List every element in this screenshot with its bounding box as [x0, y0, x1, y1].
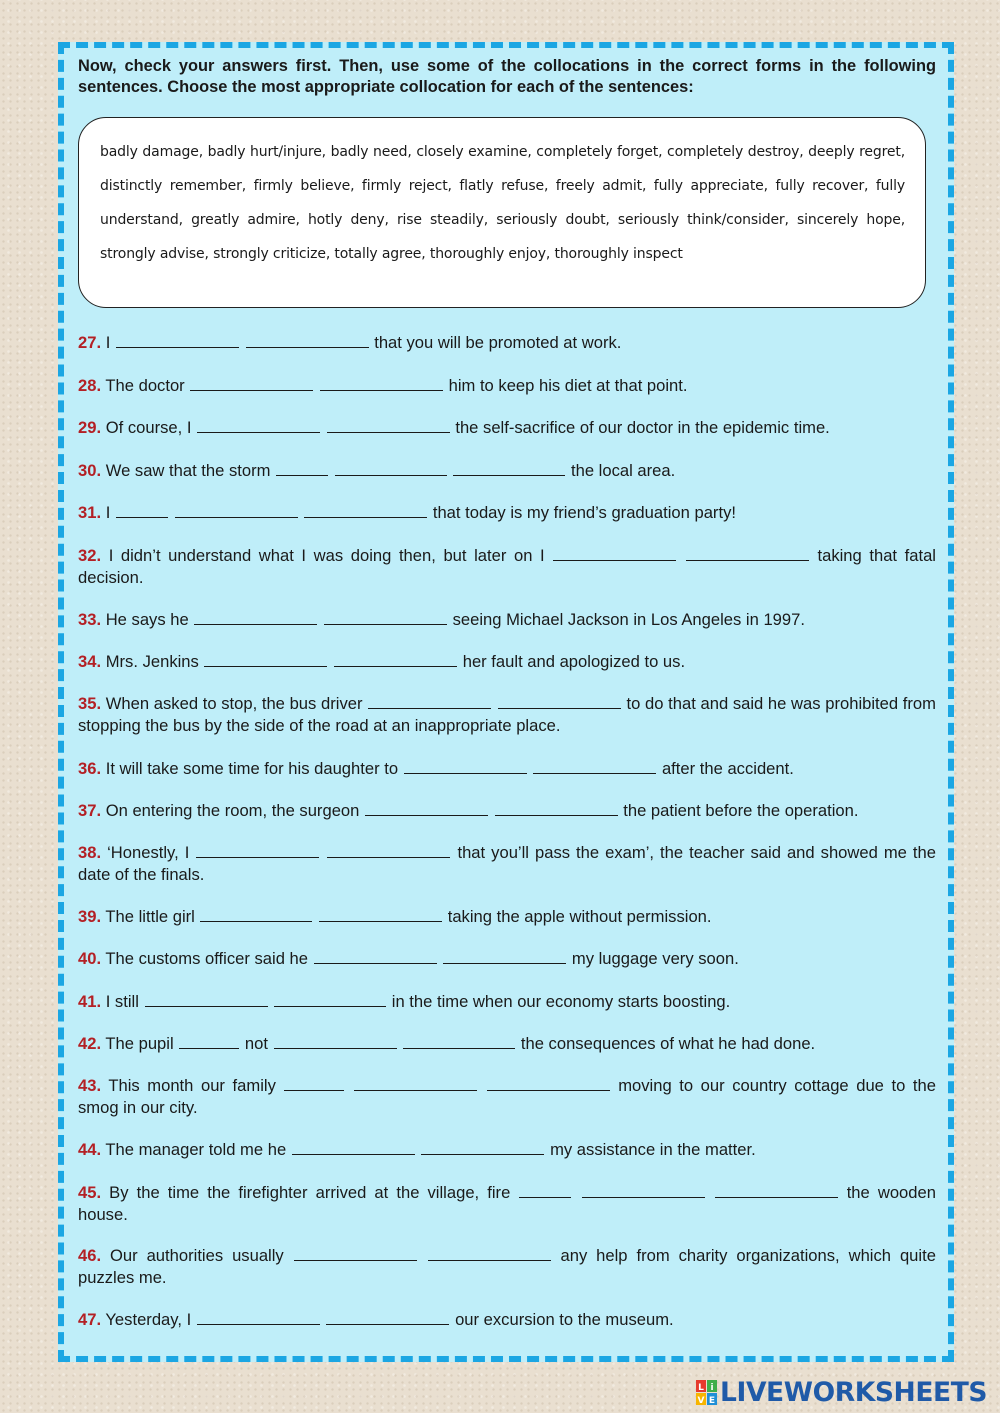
- question-38: [78, 841, 936, 885]
- answer-blank[interactable]: [194, 608, 317, 625]
- question-text: in the time when our economy starts boosting.: [391, 992, 731, 1011]
- question-text: The doctor: [105, 376, 185, 395]
- question-37: [78, 799, 936, 822]
- answer-blank[interactable]: [284, 1074, 344, 1091]
- question-text: I: [105, 333, 111, 352]
- logo-letter: E: [708, 1396, 716, 1406]
- answer-blank[interactable]: [428, 1244, 551, 1261]
- answer-blank[interactable]: [498, 692, 621, 709]
- answer-blank[interactable]: [715, 1181, 838, 1198]
- question-number: 39.: [78, 907, 102, 926]
- question-text: The manager told me he: [105, 1140, 287, 1159]
- question-number: 30.: [78, 461, 102, 480]
- question-text: The customs officer said he: [105, 949, 308, 968]
- question-text: the local area.: [570, 461, 676, 480]
- question-number: 33.: [78, 610, 102, 629]
- question-text: By the time the firefighter arrived at the village, fire: [109, 1183, 511, 1202]
- question-text: The little girl: [105, 907, 195, 926]
- answer-blank[interactable]: [324, 608, 447, 625]
- answer-blank[interactable]: [582, 1181, 705, 1198]
- question-text: after the accident.: [661, 759, 794, 778]
- question-number: 36.: [78, 759, 102, 778]
- question-text: On entering the room, the surgeon: [105, 801, 360, 820]
- answer-blank[interactable]: [116, 501, 168, 518]
- question-35: [78, 692, 936, 736]
- question-text: to do that and said he was prohibited from stopping the bus by the side of the road at an inappropriate place.: [78, 694, 936, 735]
- question-text: the patient before the operation.: [623, 801, 859, 820]
- answer-blank[interactable]: [335, 459, 447, 476]
- question-number: 37.: [78, 801, 102, 820]
- question-text: I: [105, 503, 111, 522]
- question-text: my luggage very soon.: [571, 949, 739, 968]
- question-42: [78, 1032, 936, 1055]
- question-41: [78, 990, 936, 1013]
- answer-blank[interactable]: [421, 1138, 544, 1155]
- question-number: 46.: [78, 1246, 102, 1265]
- question-number: 27.: [78, 333, 102, 352]
- question-45: [78, 1181, 936, 1225]
- question-text: This month our family: [108, 1076, 276, 1095]
- question-28: [78, 374, 936, 397]
- answer-blank[interactable]: [334, 650, 457, 667]
- question-33: [78, 608, 936, 631]
- question-number: 45.: [78, 1183, 102, 1202]
- question-text: We saw that the storm: [105, 461, 271, 480]
- answer-blank[interactable]: [519, 1181, 571, 1198]
- question-text: him to keep his diet at that point.: [448, 376, 688, 395]
- question-31: [78, 501, 936, 524]
- question-text: seeing Michael Jackson in Los Angeles in 1997.: [452, 610, 805, 629]
- question-number: 29.: [78, 418, 102, 437]
- question-number: 42.: [78, 1034, 102, 1053]
- question-text: our excursion to the museum.: [455, 1310, 674, 1329]
- answer-blank[interactable]: [533, 757, 656, 774]
- question-number: 32.: [78, 546, 102, 565]
- answer-blank[interactable]: [403, 1032, 515, 1049]
- answer-blank[interactable]: [495, 799, 618, 816]
- question-text: The pupil: [105, 1034, 174, 1053]
- question-text: When asked to stop, the bus driver: [105, 694, 363, 713]
- answer-blank[interactable]: [204, 650, 327, 667]
- question-number: 43.: [78, 1076, 102, 1095]
- question-text: my assistance in the matter.: [550, 1140, 756, 1159]
- answer-blank[interactable]: [365, 799, 488, 816]
- answer-blank[interactable]: [326, 1308, 449, 1325]
- question-number: 35.: [78, 694, 102, 713]
- answer-blank[interactable]: [200, 905, 312, 922]
- collocation-list: badly damage, badly hurt/injure, badly need, closely examine, completely forget, completely destroy, deeply regret, distinctly remember, firmly believe, firmly reject, flatly refuse, freely admit, fully appreciate, fully recover, fully understand, greatly admire, hotly deny, rise steadily, seriously doubt, seriously think/consider, sincerely hope, strongly advise, strongly criticize, totally agree, thoroughly enjoy, thoroughly inspect: [100, 144, 905, 262]
- instructions: Now, check your answers first. Then, use some of the collocations in the correct forms in the following sentences. Choose the most appropriate collocation for each of the sentences:: [78, 57, 936, 96]
- answer-blank[interactable]: [116, 331, 239, 348]
- question-text: I didn’t understand what I was doing then, but later on I: [108, 546, 545, 565]
- question-number: 40.: [78, 949, 102, 968]
- answer-blank[interactable]: [197, 1308, 320, 1325]
- question-36: [78, 757, 936, 780]
- question-number: 28.: [78, 376, 102, 395]
- question-text: her fault and apologized to us.: [462, 652, 686, 671]
- answer-blank[interactable]: [276, 459, 328, 476]
- question-number: 31.: [78, 503, 102, 522]
- answer-blank[interactable]: [294, 1244, 417, 1261]
- question-number: 47.: [78, 1310, 102, 1329]
- answer-blank[interactable]: [179, 1032, 239, 1049]
- answer-blank[interactable]: [354, 1074, 477, 1091]
- logo-letter: i: [710, 1383, 714, 1393]
- answer-blank[interactable]: [443, 947, 566, 964]
- logo-letter: L: [698, 1383, 704, 1393]
- logo-blocks-icon: [696, 1380, 718, 1406]
- question-text: the consequences of what he had done.: [520, 1034, 816, 1053]
- question-text: Mrs. Jenkins: [105, 652, 199, 671]
- answer-blank[interactable]: [314, 947, 437, 964]
- answer-blank[interactable]: [319, 905, 442, 922]
- answer-blank[interactable]: [404, 757, 527, 774]
- answer-blank[interactable]: [145, 990, 268, 1007]
- answer-blank[interactable]: [553, 544, 676, 561]
- question-text: I still: [105, 992, 139, 1011]
- question-text: ‘Honestly, I: [107, 843, 190, 862]
- question-number: 34.: [78, 652, 102, 671]
- question-text: that today is my friend’s graduation party!: [432, 503, 736, 522]
- answer-blank[interactable]: [175, 501, 298, 518]
- question-text: taking that fatal decision.: [78, 546, 936, 587]
- question-46: [78, 1244, 936, 1288]
- question-34: [78, 650, 936, 673]
- question-text: not: [244, 1034, 268, 1053]
- answer-blank[interactable]: [453, 459, 565, 476]
- answer-blank[interactable]: [327, 416, 450, 433]
- answer-blank[interactable]: [320, 374, 443, 391]
- question-32: [78, 544, 936, 588]
- question-30: [78, 459, 936, 482]
- question-text: Yesterday, I: [105, 1310, 192, 1329]
- answer-blank[interactable]: [190, 374, 313, 391]
- question-number: 41.: [78, 992, 102, 1011]
- question-47: [78, 1308, 936, 1331]
- answer-blank[interactable]: [686, 544, 809, 561]
- question-43: [78, 1074, 936, 1118]
- answer-blank[interactable]: [304, 501, 427, 518]
- question-text: that you’ll pass the exam’, the teacher said and showed me the date of the finals.: [78, 843, 936, 884]
- question-27: [78, 331, 936, 354]
- question-40: [78, 947, 936, 970]
- question-29: [78, 416, 936, 439]
- question-number: 44.: [78, 1140, 102, 1159]
- question-text: the wooden house.: [78, 1183, 936, 1224]
- answer-blank[interactable]: [246, 331, 369, 348]
- answer-blank[interactable]: [274, 990, 386, 1007]
- answer-blank[interactable]: [197, 416, 320, 433]
- word-box: [78, 117, 926, 308]
- logo-wordmark: LIVEWORKSHEETS: [720, 1377, 988, 1408]
- question-text: the self-sacrifice of our doctor in the epidemic time.: [455, 418, 830, 437]
- question-text: taking the apple without permission.: [447, 907, 712, 926]
- question-text: any help from charity organizations, which quite puzzles me.: [78, 1246, 936, 1287]
- question-text: that you will be promoted at work.: [374, 333, 622, 352]
- answer-blank[interactable]: [292, 1138, 415, 1155]
- answer-blank[interactable]: [327, 841, 450, 858]
- question-number: 38.: [78, 843, 102, 862]
- question-text: Our authorities usually: [110, 1246, 284, 1265]
- question-text: He says he: [105, 610, 189, 629]
- question-text: Of course, I: [105, 418, 192, 437]
- answer-blank[interactable]: [274, 1032, 397, 1049]
- liveworksheets-logo[interactable]: [696, 1378, 996, 1408]
- question-39: [78, 905, 936, 928]
- logo-letter: V: [697, 1396, 705, 1406]
- question-text: moving to our country cottage due to the smog in our city.: [78, 1076, 936, 1117]
- question-text: It will take some time for his daughter to: [105, 759, 399, 778]
- question-44: [78, 1138, 936, 1161]
- answer-blank[interactable]: [368, 692, 491, 709]
- answer-blank[interactable]: [487, 1074, 610, 1091]
- answer-blank[interactable]: [196, 841, 319, 858]
